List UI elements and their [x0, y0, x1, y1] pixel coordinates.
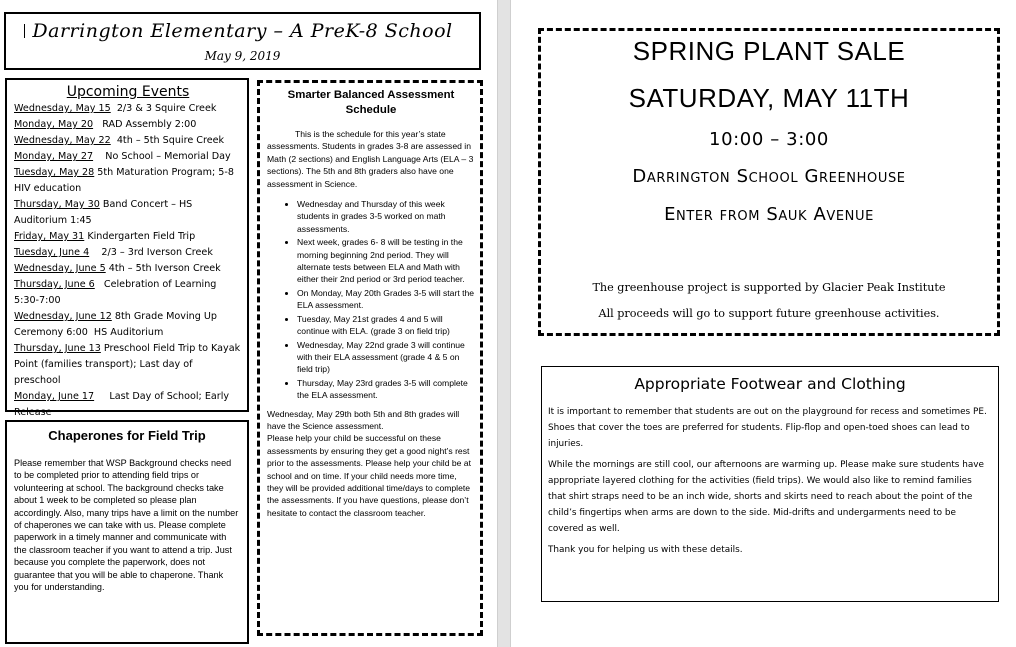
- event-description: 2/3 & 3 Squire Creek: [110, 103, 217, 114]
- event-item: [14, 341, 242, 389]
- sba-schedule-box: [257, 80, 483, 636]
- event-description: No School – Memorial Day: [93, 151, 231, 162]
- chaperones-box: [5, 420, 249, 644]
- newsletter-date: May 9, 2019: [204, 49, 281, 63]
- plant-sale-entry: Enter from Sauk Avenue: [664, 204, 874, 225]
- event-date: Friday, May 31: [14, 231, 85, 242]
- event-date: Wednesday, May 15: [14, 103, 111, 114]
- event-item: [14, 229, 242, 245]
- event-description: 4th – 5th Iverson Creek: [105, 263, 221, 274]
- event-date: Monday, May 27: [14, 151, 94, 162]
- event-date: Monday, May 20: [14, 119, 94, 130]
- sba-science-note: Wednesday, May 29th both 5th and 8th grades will have the Science assessment.: [267, 408, 460, 431]
- upcoming-events-box: [5, 78, 249, 418]
- plant-sale-title: SPRING PLANT SALE: [632, 36, 906, 66]
- sba-item: • Wednesday and Thursday of this week students in grades 3-5 worked on math assessments.: [297, 198, 475, 235]
- footwear-box: [541, 366, 999, 602]
- event-item: [14, 133, 242, 149]
- chaperones-heading: Chaperones for Field Trip: [48, 428, 206, 443]
- sba-item: • Thursday, May 23rd grades 3-5 will complete the ELA assessment.: [297, 377, 475, 402]
- plant-sale-time: 10:00 – 3:00: [709, 129, 829, 150]
- event-description: Celebration of Learning 5:30-7:00: [14, 279, 220, 306]
- plant-sale-date: SATURDAY, MAY 11TH: [628, 83, 910, 113]
- event-description: Preschool Field Trip to Kayak Point (families transport); Last day of preschool: [14, 343, 244, 386]
- events-list: [14, 101, 242, 421]
- event-description: Band Concert – HS Auditorium 1:45: [14, 199, 196, 226]
- event-item: [14, 309, 242, 341]
- event-date: Tuesday, June 4: [14, 247, 90, 258]
- event-item: [14, 389, 242, 421]
- event-item: [14, 245, 242, 261]
- event-item: [14, 117, 242, 133]
- event-description: 5th Maturation Program; 5-8 HIV education: [14, 167, 238, 194]
- event-date: Thursday, June 6: [14, 279, 95, 290]
- sba-item: • Tuesday, May 21st grades 4 and 5 will continue with ELA. (grade 3 on field trip): [297, 313, 475, 338]
- sba-heading: Smarter Balanced Assessment Schedule: [287, 89, 455, 116]
- plant-sale-sponsor: The greenhouse project is supported by Glacier Peak Institute: [592, 281, 946, 294]
- newsletter-page-left: [0, 0, 497, 647]
- sba-item: • Wednesday, May 22nd grade 3 will continue with their ELA assessment (grade 4 & 5 on field trip): [297, 339, 475, 376]
- event-item: [14, 101, 242, 117]
- sba-help-note: Please help your child be successful on these assessments by ensuring they get a good night’s rest prior to the assessments. Please help your child be at school and on time. If your child needs more time, they will be provided additional time/days to complete the assessments. If you have questions, please don’t hesitate to contact the classroom teacher.: [267, 433, 471, 518]
- sba-item: • Next week, grades 6- 8 will be testing in the morning beginning 2nd period. They will alternate tests between ELA and Math with either their 2nd period or 3rd period teacher.: [297, 236, 475, 286]
- event-description: 2/3 – 3rd Iverson Creek: [89, 247, 213, 258]
- event-date: Wednesday, May 22: [14, 135, 111, 146]
- masthead: [4, 12, 481, 70]
- footwear-paragraph-3: Thank you for helping us with these details.: [548, 545, 743, 555]
- plant-sale-box: [538, 28, 1000, 336]
- event-description: Last Day of School; Early Release: [14, 391, 233, 418]
- event-item: [14, 277, 242, 309]
- event-date: Wednesday, June 12: [14, 311, 112, 322]
- event-date: Monday, June 17: [14, 391, 95, 402]
- footwear-paragraph-2: While the mornings are still cool, our afternoons are warming up. Please make sure students have appropriate layered clothing for the activities (field trips). We would also like to remind families that shirt straps need to be an inch wide, shorts and skirts need to reach about the point of the child’s fingertips when arms are down to the side. Mid-drifts and undergarments need to be covered as well.: [548, 460, 985, 534]
- event-date: Wednesday, June 5: [14, 263, 106, 274]
- event-item: [14, 197, 242, 229]
- event-date: Thursday, June 13: [14, 343, 101, 354]
- page-gutter: [497, 0, 511, 647]
- upcoming-events-heading: Upcoming Events: [66, 84, 190, 100]
- sba-intro: This is the schedule for this year’s state assessments. Students in grades 3-8 are assessed in Math (2 sections) and English Language Arts (ELA – 3 sections). The 5th and 8th graders also have one assessment in Science.: [267, 129, 474, 189]
- sba-item: • On Monday, May 20th Grades 3-5 will start the ELA assessment.: [297, 287, 475, 312]
- plant-sale-location: Darrington School Greenhouse: [632, 166, 906, 187]
- sba-list: [267, 198, 475, 402]
- event-date: Tuesday, May 28: [14, 167, 95, 178]
- footwear-paragraph-1: It is important to remember that students are out on the playground for recess and sometimes PE. Shoes that cover the toes are preferred for students. Flip-flop and open-toed shoes can lead to injuries.: [548, 407, 987, 449]
- event-description: 8th Grade Moving Up Ceremony 6:00 HS Auditorium: [14, 311, 221, 338]
- newsletter-page-right: [511, 0, 1016, 647]
- event-description: RAD Assembly 2:00: [93, 119, 197, 130]
- event-item: [14, 149, 242, 165]
- event-date: Thursday, May 30: [14, 199, 100, 210]
- event-description: Kindergarten Field Trip: [84, 231, 196, 242]
- footwear-heading: Appropriate Footwear and Clothing: [634, 375, 906, 393]
- event-description: 4th – 5th Squire Creek: [110, 135, 225, 146]
- plant-sale-proceeds: All proceeds will go to support future greenhouse activities.: [598, 307, 940, 320]
- event-item: [14, 165, 242, 197]
- event-item: [14, 261, 242, 277]
- chaperones-body: Please remember that WSP Background checks need to be completed prior to attending field trips or volunteering at school. The background checks take about 1 week to be completed so please plan accordingly. Also, many trips have a limit on the number of chaperones we can take with us. Please complete paperwork in a timely manner and communicate with the classroom teacher if you want to attend a trip. Just because you complete the paperwork, does not guarantee that you will be able to chaperone. Thank you for understanding.: [14, 458, 239, 593]
- school-title: Darrington Elementary – A PreK-8 School: [32, 20, 453, 42]
